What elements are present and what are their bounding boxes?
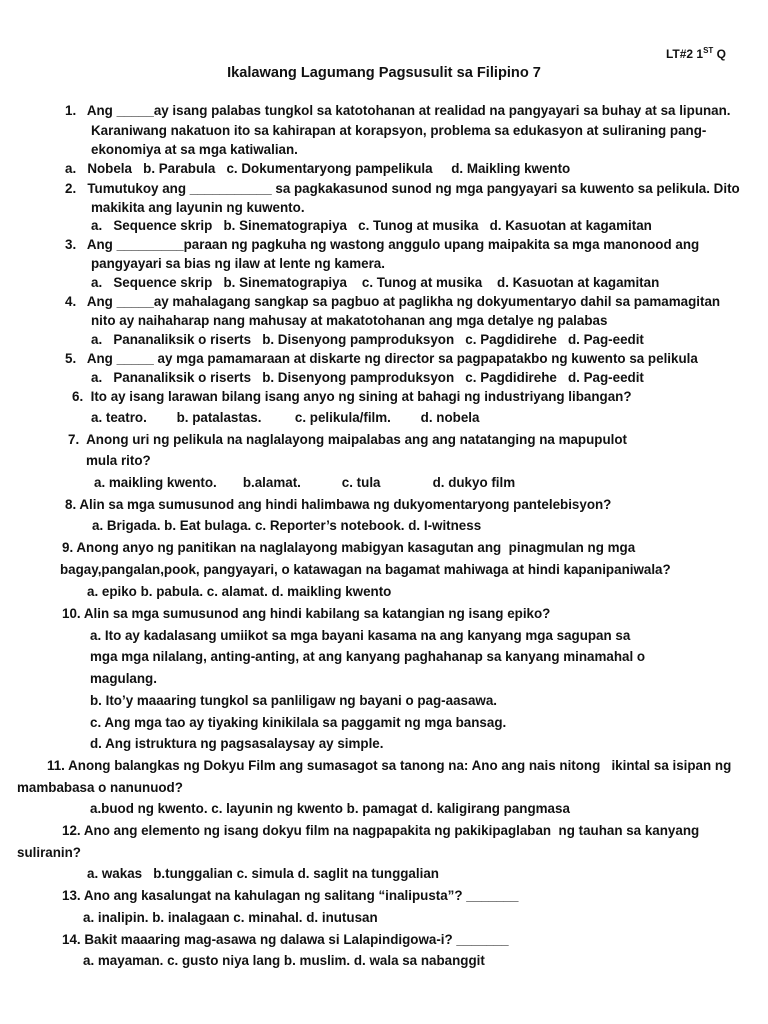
quiz-code-superscript: ST [703, 46, 714, 55]
answer-choice: mga mga nilalang, anting-anting, at ang kanyang paghahanap sa kanyang minamahal o [90, 649, 646, 664]
question-text: makikita ang layunin ng kuwento. [91, 200, 305, 215]
page-title: Ikalawang Lagumang Pagsusulit sa Filipino 7 [227, 65, 541, 81]
answer-choices: a. Pananaliksik o riserts b. Disenyong pamproduksyon c. Pagdidirehe d. Pag-eedit [91, 332, 644, 347]
quiz-code [666, 46, 726, 61]
question-text: 7. Anong uri ng pelikula na naglalayong maipalabas ang ang natatanging na mapupulot [68, 432, 627, 447]
quiz-code-prefix: LT#2 1 [665, 47, 704, 61]
quiz-code-suffix: Q [713, 47, 726, 61]
answer-choice: c. Ang mga tao ay tiyaking kinikilala sa paggamit ng mga bansag. [90, 715, 507, 730]
answer-choices: a.buod ng kwento. c. layunin ng kwento b. pamagat d. kaligirang pangmasa [90, 801, 570, 816]
question-text: nito ay naihaharap nang mahusay at makatotohanan ang mga detalye ng palabas [91, 313, 608, 328]
answer-choices: a. teatro. b. patalastas. c. pelikula/film. d. nobela [91, 410, 480, 425]
question-text: 6. Ito ay isang larawan bilang isang anyo ng sining at bahagi ng industriyang libangan? [72, 389, 632, 404]
answer-choices: a. mayaman. c. gusto niya lang b. muslim. d. wala sa nabanggit [83, 953, 485, 968]
question-text: pangyayari sa bias ng ilaw at lente ng kamera. [91, 256, 385, 271]
question-text: 1. Ang _____ay isang palabas tungkol sa katotohanan at realidad na pangyayari sa buhay at sa lipunan. [65, 103, 731, 118]
question-text: 8. Alin sa mga sumusunod ang hindi halimbawa ng dukyomentaryong pantelebisyon? [65, 497, 612, 512]
question-text: 13. Ano ang kasalungat na kahulagan ng salitang “inalipusta”? _______ [62, 888, 519, 903]
question-text: Karaniwang nakatuon ito sa kahirapan at korapsyon, problema sa edukasyon at suliraning pang- [91, 123, 707, 138]
answer-choices: a. epiko b. pabula. c. alamat. d. maikling kwento [87, 584, 392, 599]
question-text: ekonomiya at sa mga katiwalian. [91, 142, 298, 157]
question-text: 4. Ang _____ay mahalagang sangkap sa pagbuo at paglikha ng dokyumentaryo dahil sa pamamagitan [65, 294, 721, 309]
question-text: bagay,pangalan,pook, pangyayari, o katawagan na bagamat mahiwaga at hindi kapanipaniwala? [60, 562, 671, 577]
question-text: mambabasa o nanunuod? [17, 780, 183, 795]
answer-choices: a. Sequence skrip b. Sinematograpiya c. Tunog at musika d. Kasuotan at kagamitan [91, 275, 660, 290]
question-text: 5. Ang _____ ay mga pamamaraan at diskarte ng director sa pagpapatakbo ng kuwento sa pelikula [65, 351, 698, 366]
answer-choice: d. Ang istruktura ng pagsasalaysay ay simple. [90, 736, 384, 751]
question-text: 12. Ano ang elemento ng isang dokyu film na nagpapakita ng pakikipaglaban ng tauhan sa kanyang [62, 823, 700, 838]
answer-choices: a. Brigada. b. Eat bulaga. c. Reporter’s notebook. d. I-witness [92, 518, 482, 533]
question-text: 3. Ang _________paraan ng pagkuha ng wastong anggulo upang maipakita sa mga manonood ang [65, 237, 700, 252]
answer-choices: a. wakas b.tunggalian c. simula d. saglit na tunggalian [87, 866, 439, 881]
answer-choice: magulang. [90, 671, 157, 686]
question-text: 10. Alin sa mga sumusunod ang hindi kabilang sa katangian ng isang epiko? [62, 606, 551, 621]
answer-choices: a. Nobela b. Parabula c. Dokumentaryong pampelikula d. Maikling kwento [65, 161, 571, 176]
question-text: 9. Anong anyo ng panitikan na naglalayong mabigyan kasagutan ang pinagmulan ng mga [62, 540, 636, 555]
question-text: 11. Anong balangkas ng Dokyu Film ang sumasagot sa tanong na: Ano ang nais nitong ikintal sa isipan ng [47, 758, 732, 773]
question-text: mula rito? [86, 453, 151, 468]
question-text: 2. Tumutukoy ang ___________ sa pagkakasunod sunod ng mga pangyayari sa kuwento sa pelikula. Dito [65, 181, 740, 196]
answer-choices: a. maikling kwento. b.alamat. c. tula d. dukyo film [94, 475, 516, 490]
answer-choices: a. inalipin. b. inalagaan c. minahal. d. inutusan [83, 910, 378, 925]
question-text: 14. Bakit maaaring mag-asawa ng dalawa si Lalapindigowa-i? _______ [62, 932, 509, 947]
answer-choices: a. Pananaliksik o riserts b. Disenyong pamproduksyon c. Pagdidirehe d. Pag-eedit [91, 370, 644, 385]
answer-choices: a. Sequence skrip b. Sinematograpiya c. Tunog at musika d. Kasuotan at kagamitan [91, 218, 652, 233]
answer-choice: b. Ito’y maaaring tungkol sa panliligaw ng bayani o pag-aasawa. [90, 693, 498, 708]
answer-choice: a. Ito ay kadalasang umiikot sa mga bayani kasama na ang kanyang mga sagupan sa [90, 628, 631, 643]
question-text: suliranin? [17, 845, 81, 860]
